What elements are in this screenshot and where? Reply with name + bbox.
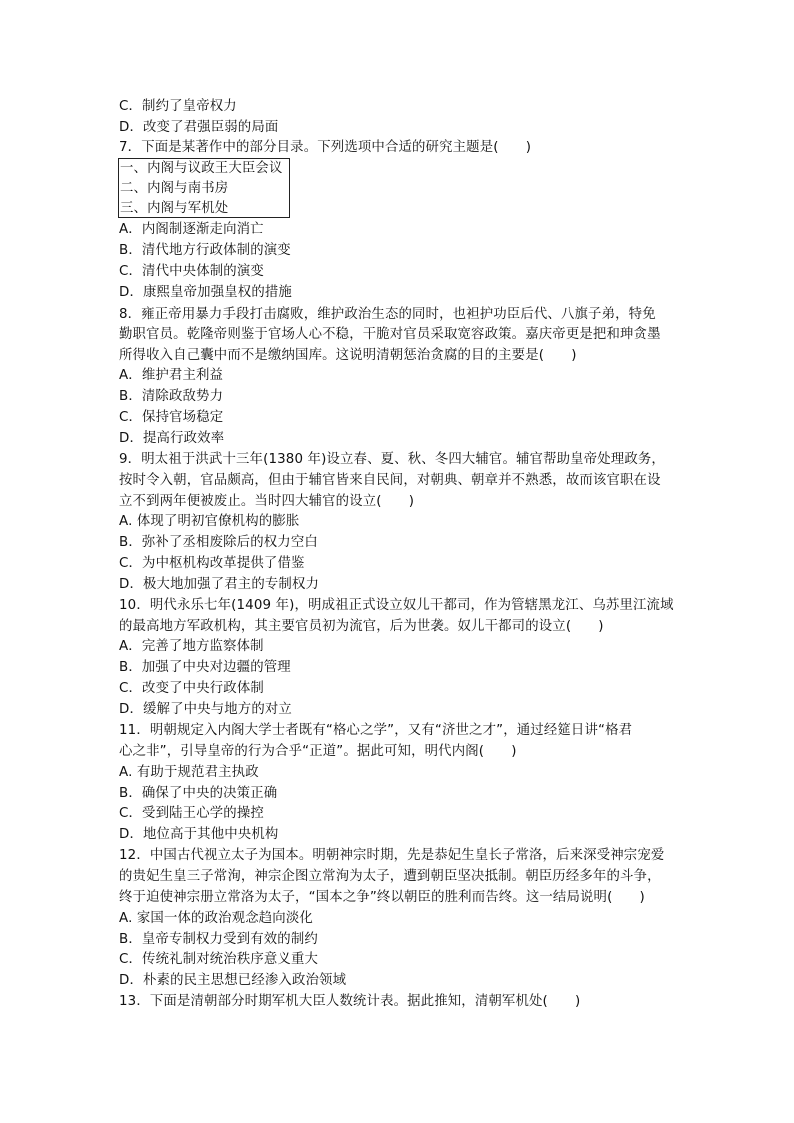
question-9-stem-line-1: 9．明太祖于洪武十三年(1380 年)设立春、夏、秋、冬四大辅官。辅官帮助皇帝处理政务， xyxy=(119,451,665,467)
question-7-stem: 7．下面是某著作中的部分目录。下列选项中合适的研究主题是( ) xyxy=(119,140,532,155)
q7-option-d: D．康熙皇帝加强皇权的措施 xyxy=(119,285,292,300)
question-8-stem-line-1: 8．雍正帝用暴力手段打击腐败，维护政治生态的同时，也袒护功臣后代、八旗子弟，特免 xyxy=(119,306,656,322)
table-of-contents-box xyxy=(118,158,290,218)
q12-option-b: B．皇帝专制权力受到有效的制约 xyxy=(119,931,318,947)
question-13-stem: 13．下面是清朝部分时期军机大臣人数统计表。据此推知，清朝军机处( ) xyxy=(119,994,581,1009)
option-c-q6: C．制约了皇帝权力 xyxy=(119,99,237,114)
q8-option-b: B．清除政敌势力 xyxy=(119,389,224,404)
q10-option-b: B．加强了中央对边疆的管理 xyxy=(119,660,291,675)
q8-option-d: D．提高行政效率 xyxy=(119,430,225,446)
q8-option-c: C．保持官场稳定 xyxy=(119,410,224,425)
q10-option-d: D．缓解了中央与地方的对立 xyxy=(119,702,292,717)
question-12-stem-line-3: 终于迫使神宗册立常洛为太子，“国本之争”终以朝臣的胜利而告终。这一结局说明( ) xyxy=(119,890,645,905)
toc-item-1: 一、内阁与议政王大臣会议 xyxy=(120,161,283,176)
q7-option-a: A．内阁制逐渐走向消亡 xyxy=(119,222,264,237)
question-11-stem-line-2: 心之非”，引导皇帝的行为合乎“正道”。据此可知，明代内阁( ) xyxy=(119,744,517,759)
toc-item-2: 二、内阁与南书房 xyxy=(120,181,229,196)
q9-option-d: D．极大地加强了君主的专制权力 xyxy=(119,576,320,592)
q11-option-a: A. 有助于规范君主执政 xyxy=(119,764,259,780)
q9-option-c: C．为中枢机构改革提供了借鉴 xyxy=(119,555,305,571)
q12-option-c: C．传统礼制对统治秩序意义重大 xyxy=(119,952,319,967)
q9-option-a: A. 体现了明初官僚机构的膨胀 xyxy=(119,514,300,529)
q10-option-a: A．完善了地方监察体制 xyxy=(119,639,264,654)
q9-option-b: B．弥补了丞相废除后的权力空白 xyxy=(119,535,318,550)
q11-option-c: C．受到陆王心学的操控 xyxy=(119,806,264,821)
question-10-stem-line-1: 10．明代永乐七年(1409 年)，明成祖正式设立奴儿干都司，作为管辖黑龙江、乌苏里江流域 xyxy=(119,597,674,613)
question-9-stem-line-3: 立不到两年便被废止。当时四大辅官的设立( ) xyxy=(119,493,415,509)
toc-item-3: 三、内阁与军机处 xyxy=(120,201,229,216)
question-8-stem-line-3: 所得收入自己囊中而不是缴纳国库。这说明清朝惩治贪腐的目的主要是( ) xyxy=(119,347,577,363)
q8-option-a: A．维护君主利益 xyxy=(119,368,224,383)
q10-option-c: C．改变了中央行政体制 xyxy=(119,681,264,696)
q11-option-b: B．确保了中央的决策正确 xyxy=(119,785,278,801)
question-8-stem-line-2: 勤职官员。乾隆帝则鉴于官场人心不稳，干脆对官员采取宽容政策。嘉庆帝更是把和珅贪墨 xyxy=(119,327,661,342)
question-11-stem-line-1: 11．明朝规定入内阁大学士者既有“格心之学”，又有“济世之才”，通过经筵日讲“格君 xyxy=(119,723,633,738)
q7-option-b: B．清代地方行政体制的演变 xyxy=(119,243,291,258)
question-9-stem-line-2: 按时令入朝，官品颇高，但由于辅官皆来自民间，对朝典、朝章并不熟悉，故而该官职在设 xyxy=(119,472,661,488)
q12-option-a: A. 家国一体的政治观念趋向淡化 xyxy=(119,910,313,926)
question-12-stem-line-1: 12．中国古代视立太子为国本。明朝神宗时期，先是恭妃生皇长子常洛，后来深受神宗宠爱 xyxy=(119,848,665,863)
q11-option-d: D．地位高于其他中央机构 xyxy=(119,827,279,842)
question-12-stem-line-2: 的贵妃生皇三子常洵，神宗企图立常洵为太子，遭到朝臣坚决抵制。朝臣历经多年的斗争， xyxy=(119,869,661,884)
question-10-stem-line-2: 的最高地方军政机构，其主要官员初为流官，后为世袭。奴儿干都司的设立( ) xyxy=(119,618,604,634)
q7-option-c: C．清代中央体制的演变 xyxy=(119,264,264,279)
option-d-q6: D．改变了君强臣弱的局面 xyxy=(119,119,279,135)
q12-option-d: D．朴素的民主思想已经渗入政治领域 xyxy=(119,973,347,988)
